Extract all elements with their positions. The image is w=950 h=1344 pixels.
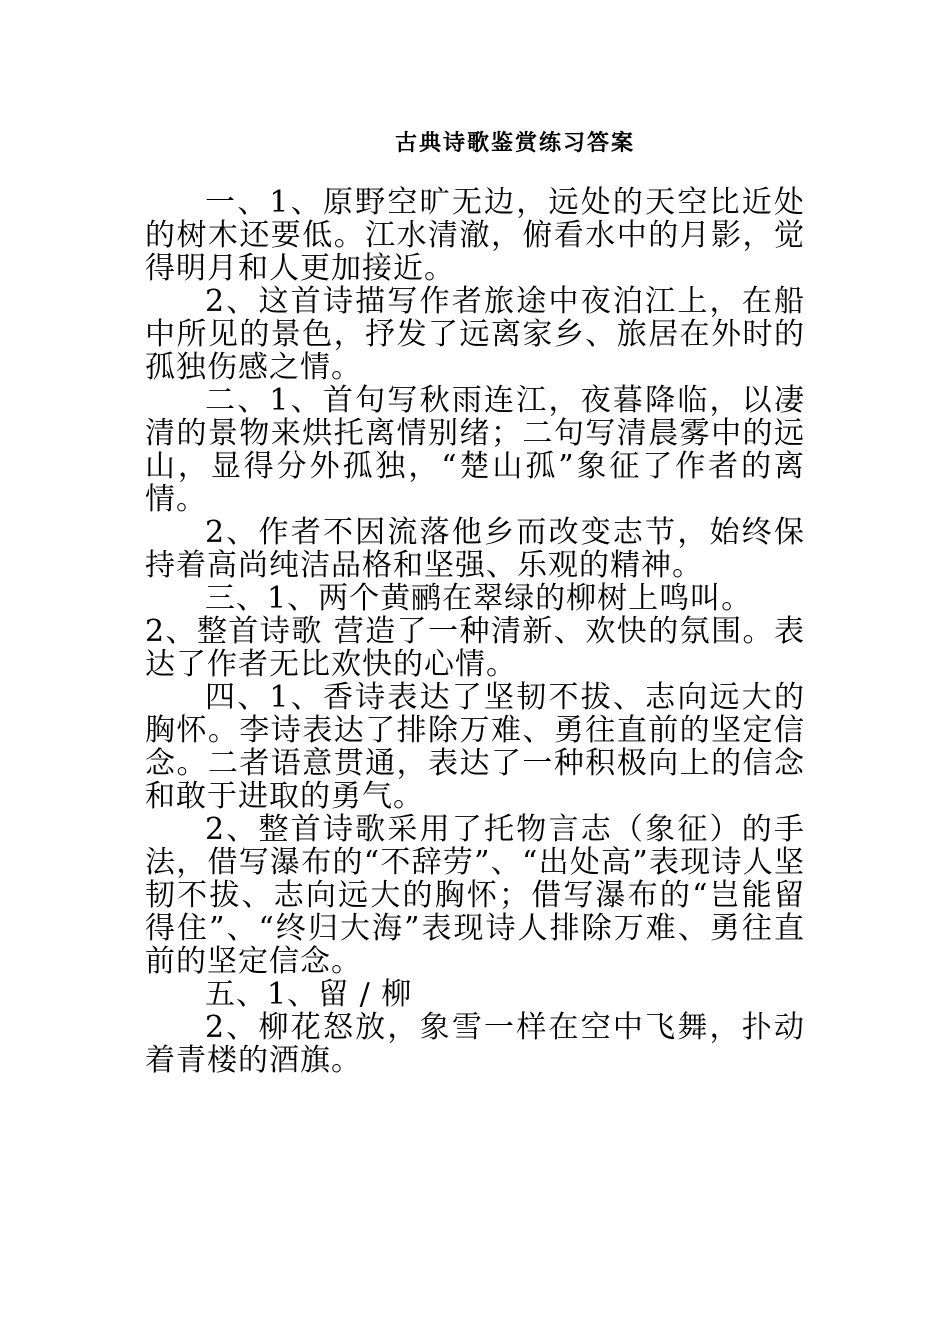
paragraph-5-1: 五、1、留 / 柳 [205, 977, 413, 1012]
paragraph-3-1: 三、1、两个黄鹂在翠绿的柳树上鸣叫。 [205, 581, 753, 616]
paragraph-5-2: 2、柳花怒放，象雪一样在空中飞舞，扑动着青楼的酒旗。 [145, 1010, 805, 1078]
paragraph-2-2: 2、作者不因流落他乡而改变志节，始终保持着高尚纯洁品格和坚强、乐观的精神。 [145, 515, 805, 583]
paragraph-2-1: 二、1、首句写秋雨连江，夜暮降临，以凄清的景物来烘托离情别绪；二句写清晨雾中的远山，显得分外孤独，“楚山孤”象征了作者的离情。 [145, 383, 805, 517]
answer-body [145, 186, 805, 1077]
page-title: 古典诗歌鉴赏练习答案 [394, 130, 635, 156]
paragraph-4-2: 2、整首诗歌采用了托物言志（象征）的手法，借写瀑布的“不辞劳”、“出处高”表现诗人坚韧不拔、志向远大的胸怀；借写瀑布的“岂能留得住”、“终归大海”表现诗人排除万难、勇往直前的坚定信念。 [145, 812, 805, 979]
paragraph-3-2: 2、整首诗歌 营造了一种清新、欢快的氛围。表达了作者无比欢快的心情。 [145, 614, 805, 682]
paragraph-4-1: 四、1、香诗表达了坚韧不拔、志向远大的胸怀。李诗表达了排除万难、勇往直前的坚定信念。二者语意贯通，表达了一种积极向上的信念和敢于进取的勇气。 [145, 680, 805, 814]
paragraph-1-2: 2、这首诗描写作者旅途中夜泊江上，在船中所见的景色，抒发了远离家乡、旅居在外时的孤独伤感之情。 [145, 284, 805, 385]
paragraph-1-1: 一、1、原野空旷无边，远处的天空比近处的树木还要低。江水清澈，俯看水中的月影，觉得明月和人更加接近。 [145, 185, 805, 286]
